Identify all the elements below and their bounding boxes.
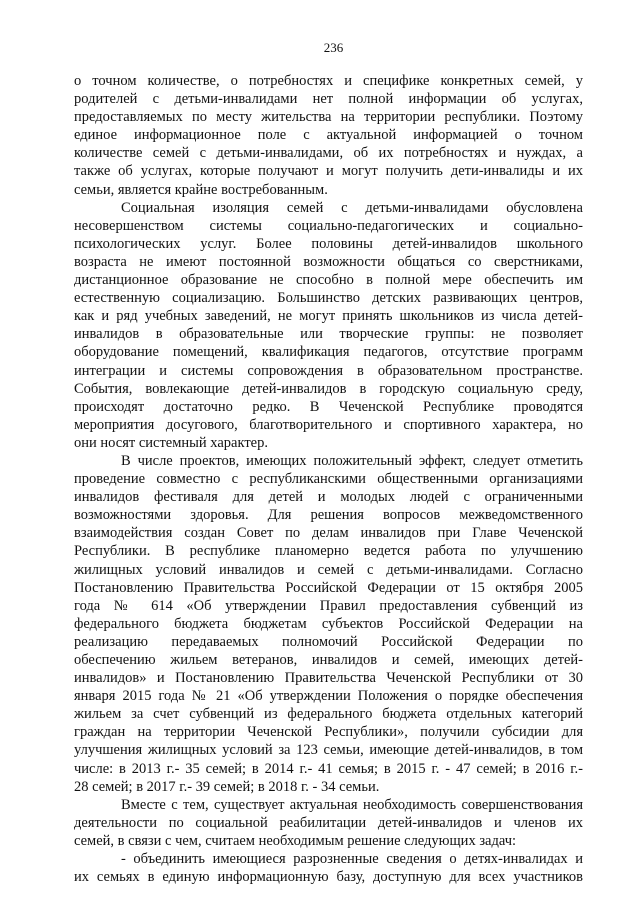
- paragraph: [74, 199, 583, 452]
- text-line: года № 614 «Об утверждении Правил предоставления субвенций из: [74, 597, 583, 614]
- paragraph: [74, 796, 583, 850]
- text-line: несовершенством системы социально-педагогических и социально-: [74, 217, 583, 234]
- text-line: граждан на территории Чеченской Республики», получили субсидии для: [74, 724, 583, 741]
- text-line: о точном количестве, о потребностях и специфике конкретных семей, у: [74, 73, 583, 89]
- text-line: Постановлению Правительства Российской Федерации от 15 октября 2005: [74, 579, 583, 596]
- text-line: января 2015 года № 21 «Об утверждении Положения о порядке обеспечения: [74, 688, 583, 705]
- text-line: происходят достаточно редко. В Чеченской Республике проводятся: [74, 398, 583, 415]
- text-line: взаимодействия создан Совет по делам инвалидов при Главе Чеченской: [74, 525, 583, 542]
- text-line: психологических услуг. Более половины детей-инвалидов школьного: [74, 235, 583, 252]
- body-text: [74, 72, 583, 886]
- text-line: деятельности по социальной реабилитации детей-инвалидов и членов их: [74, 814, 583, 831]
- text-line: Социальная изоляция семей с детьми-инвалидами обусловлена: [121, 199, 583, 216]
- text-line: - объединить имеющиеся разрозненные сведения о детях-инвалидах и: [121, 851, 583, 868]
- text-line: семьи, является крайне востребованным.: [74, 181, 328, 198]
- text-line: реализацию передаваемых полномочий Российской Федерации по: [74, 633, 583, 650]
- text-line: инвалидов» и Постановлению Правительства Чеченской Республики от 30: [74, 670, 583, 687]
- page-number: 236: [323, 40, 344, 55]
- text-line: мероприятия досугового, благотворительного и спортивного характера, но: [74, 416, 583, 433]
- text-line: предоставляемых по месту жительства на территории республики. Поэтому: [74, 109, 583, 126]
- text-line: как и ряд учебных заведений, не могут принять школьников из числа детей-: [74, 308, 583, 325]
- text-line: инвалидов в образовательные или творческие группы: не позволяет: [74, 326, 583, 343]
- text-line: числе: в 2013 г.- 35 семей; в 2014 г.- 41 семья; в 2015 г. - 47 семей; в 2016 г.-: [74, 760, 583, 777]
- text-line: оборудование помещений, квалификация педагогов, отсутствие программ: [74, 344, 583, 361]
- text-line: родителей с детьми-инвалидами нет полной информации об услугах,: [74, 91, 583, 108]
- text-line: они носят системный характер.: [74, 434, 268, 451]
- text-line: 28 семей; в 2017 г.- 39 семей; в 2018 г. - 34 семьи.: [74, 778, 380, 795]
- paragraph: [74, 452, 583, 796]
- text-line: возраста не имеют постоянной возможности общаться со сверстниками,: [74, 253, 583, 270]
- text-line: федерального бюджета бюджетам субъектов Российской Федерации на: [74, 615, 583, 632]
- text-line: жилищных условий инвалидов и семей с детьми-инвалидами. Согласно: [74, 561, 583, 578]
- text-line: жильем за счет субвенций из федерального бюджета отдельных категорий: [74, 706, 583, 723]
- text-line: Республики. В республике планомерно ведется работа по улучшению: [74, 543, 583, 560]
- text-line: возможностями здоровья. Для решения вопросов межведомственного: [74, 507, 583, 524]
- text-line: количестве семей с детьми-инвалидами, об их потребностях и нуждах, а: [74, 145, 583, 162]
- text-line: улучшения жилищных условий за 123 семьи, имеющие детей-инвалидов, в том: [74, 742, 583, 759]
- paragraph: [74, 72, 583, 199]
- text-line: их семьях в единую информационную базу, доступную для всех участников: [74, 869, 583, 886]
- text-line: единое информационное поле с актуальной информацией о точном: [74, 127, 583, 144]
- text-line: инвалидов фестиваля для детей и молодых людей с ограниченными: [74, 489, 583, 506]
- text-line: естественную социализацию. Большинство детских развивающих центров,: [74, 290, 583, 307]
- text-line: События, вовлекающие детей-инвалидов в городскую социальную среду,: [74, 380, 583, 397]
- text-line: интеграции и системы сопровождения в образовательном пространстве.: [74, 362, 583, 379]
- paragraph: [74, 850, 583, 886]
- text-line: В числе проектов, имеющих положительный эффект, следует отметить: [121, 452, 583, 469]
- text-line: обеспечению жильем ветеранов, инвалидов и семей, имеющих детей-: [74, 652, 583, 668]
- text-line: дистанционное образование не способно в полной мере обеспечить им: [74, 272, 583, 289]
- text-line: Вместе с тем, существует актуальная необходимость совершенствования: [121, 796, 583, 813]
- text-line: также об услугах, которые получают и могут получить дети-инвалиды и их: [74, 163, 583, 180]
- text-line: семей, в связи с чем, считаем необходимым решение следующих задач:: [74, 832, 517, 849]
- text-line: проведение совместно с республиканскими общественными организациями: [74, 471, 583, 488]
